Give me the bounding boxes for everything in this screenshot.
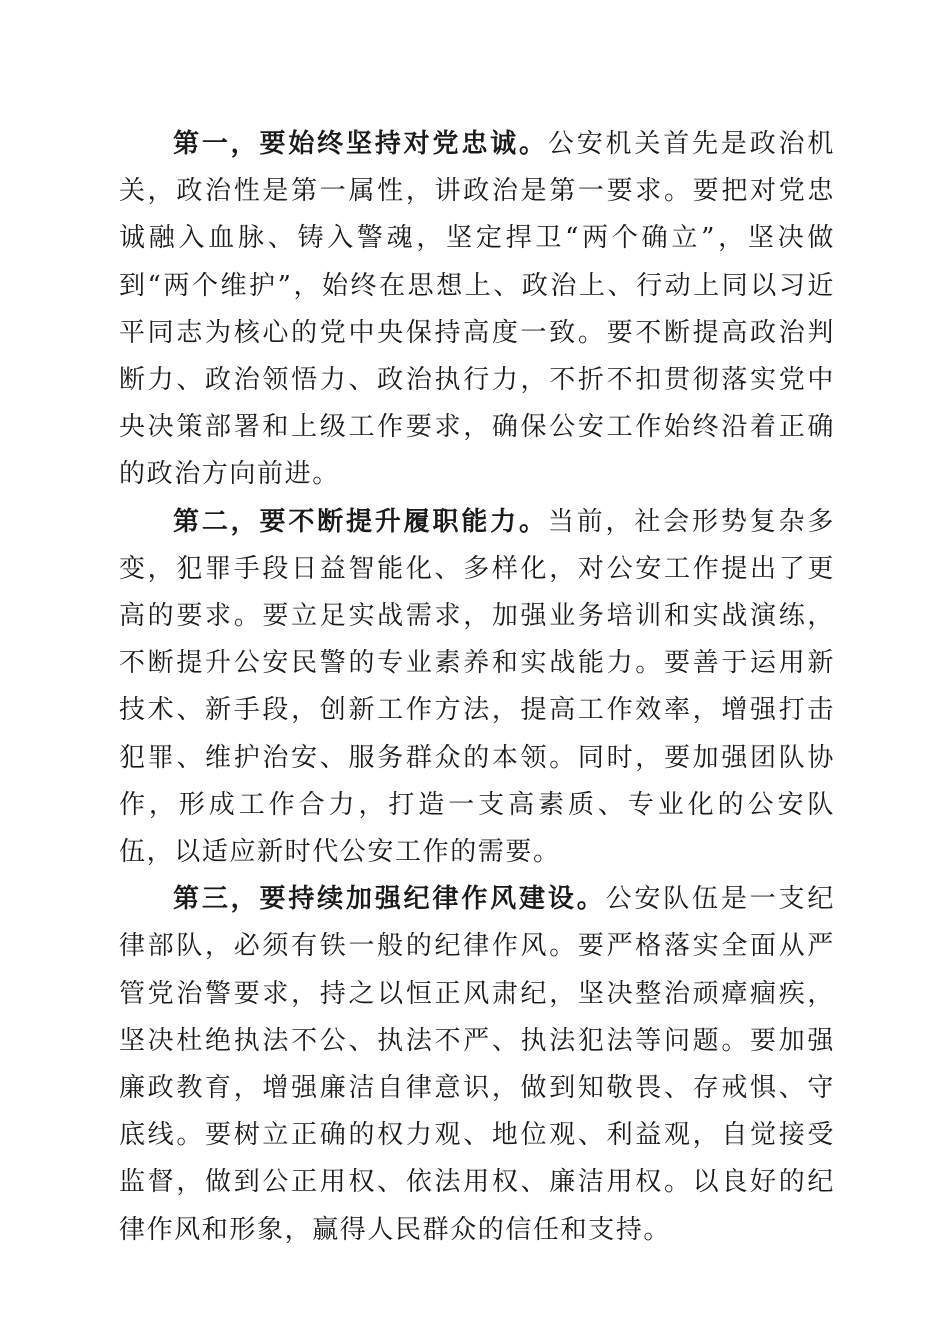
- paragraph-text: 公安队伍是一支纪律部队，必须有铁一般的纪律作风。要严格落实全面从严管党治警要求，持之以恒正风肃纪，坚决整治顽瘴痼疾，坚决杜绝执法不公、执法不严、执法犯法等问题。要加强廉政教育，增强廉洁自律意识，做到知敬畏、存戒惧、守底线。要树立正确的权力观、地位观、利益观，自觉接受监督，做到公正用权、依法用权、廉洁用权。以良好的纪律作风和形象，赢得人民群众的信任和支持。: [119, 884, 835, 1245]
- document-body: [119, 121, 835, 1254]
- paragraph-heading: 第一，要始终坚持对党忠诚。: [173, 129, 548, 159]
- paragraph-heading: 第二，要不断提升履职能力。: [173, 506, 548, 537]
- paragraph-text: 公安机关首先是政治机关，政治性是第一属性，讲政治是第一要求。要把对党忠诚融入血脉、铸入警魂，坚定捍卫“两个确立”，坚决做到“两个维护”，始终在思想上、政治上、行动上同以习近平同志为核心的党中央保持高度一致。要不断提高政治判断力、政治领悟力、政治执行力，不折不扣贯彻落实党中央决策部署和上级工作要求，确保公安工作始终沿着正确的政治方向前进。: [119, 129, 835, 490]
- paragraph-second: [119, 499, 835, 877]
- paragraph-third: [119, 876, 835, 1254]
- paragraph-heading: 第三，要持续加强纪律作风建设。: [173, 884, 606, 915]
- paragraph-first: [119, 121, 835, 499]
- paragraph-text: 当前，社会形势复杂多变，犯罪手段日益智能化、多样化，对公安工作提出了更高的要求。要立足实战需求，加强业务培训和实战演练，不断提升公安民警的专业素养和实战能力。要善于运用新技术、新手段，创新工作方法，提高工作效率，增强打击犯罪、维护治安、服务群众的本领。同时，要加强团队协作，形成工作合力，打造一支高素质、专业化的公安队伍，以适应新时代公安工作的需要。: [119, 506, 835, 868]
